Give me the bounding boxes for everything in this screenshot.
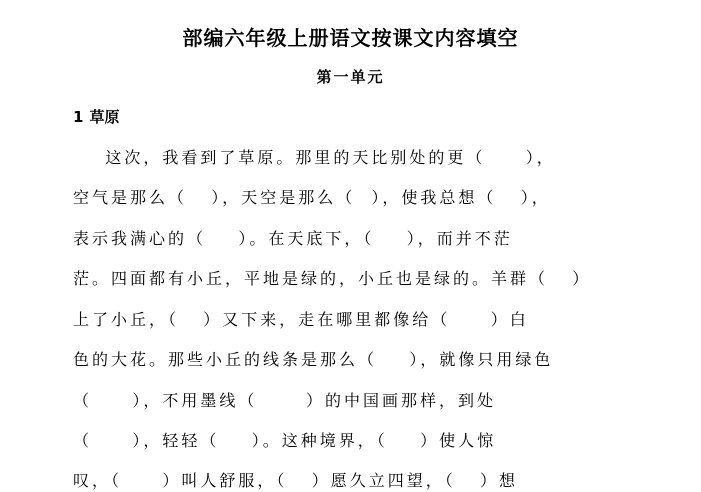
fill-blank-line: 空气是那么（ ），天空是那么（ ），使我总想（ ）， [73, 188, 551, 207]
fill-blank-line: （ ），不用墨线（ ）的中国画那样，到处 [73, 391, 496, 410]
document-title: 部编六年级上册语文按课文内容填空 [182, 26, 519, 50]
fill-blank-line: （ ），轻轻（ ）。这种境界，（ ）使人惊 [73, 431, 497, 450]
lesson-number: 1 [73, 108, 84, 126]
lesson-heading [73, 106, 119, 127]
fill-blank-line: 叹，（ ）叫人舒服，（ ）愿久立四望，（ ）想 [73, 471, 518, 490]
fill-blank-line: 这次，我看到了草原。那里的天比别处的更（ ）， [73, 148, 556, 167]
unit-heading: 第一单元 [316, 68, 385, 86]
fill-blank-line: 茫。四面都有小丘，平地是绿的，小丘也是绿的。羊群（ ） [73, 269, 592, 288]
fill-blank-line: 上了小丘，（ ）又下来，走在哪里都像给（ ）白 [73, 310, 529, 329]
fill-blank-line: 表示我满心的（ ）。在天底下，（ ），而并不茫 [73, 229, 513, 248]
lesson-name: 草原 [89, 108, 120, 126]
fill-blank-line: 色的大花。那些小丘的线条是那么（ ），就像只用绿色 [73, 350, 554, 369]
